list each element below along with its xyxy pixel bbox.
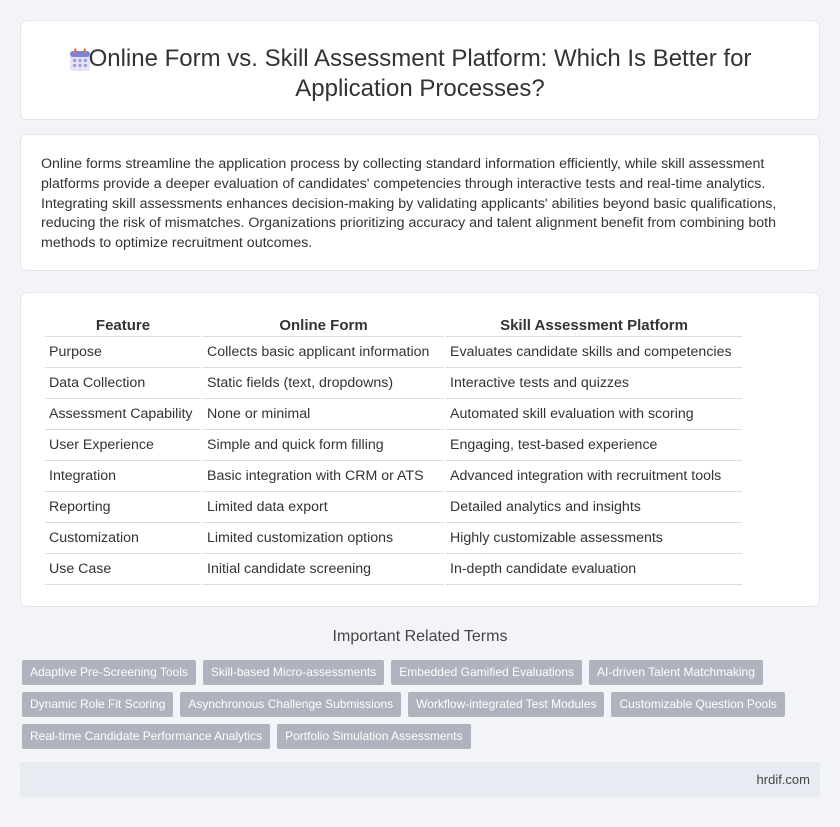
comparison-card — [20, 292, 820, 607]
tag-question-pools[interactable]: Customizable Question Pools — [611, 692, 784, 717]
table-cell: In-depth candidate evaluation — [446, 554, 742, 585]
tag-async-challenge[interactable]: Asynchronous Challenge Submissions — [180, 692, 401, 717]
tag-ai-talent-matchmaking[interactable]: AI-driven Talent Matchmaking — [589, 660, 763, 685]
table-row — [45, 430, 742, 461]
table-cell: Interactive tests and quizzes — [446, 368, 742, 399]
table-cell: Limited customization options — [203, 523, 444, 554]
table-cell: Engaging, test-based experience — [446, 430, 742, 461]
related-terms-title: Important Related Terms — [332, 628, 508, 645]
table-cell: Evaluates candidate skills and competencies — [446, 337, 742, 368]
header-feature: Feature — [45, 315, 201, 337]
tag-dynamic-role-fit[interactable]: Dynamic Role Fit Scoring — [22, 692, 173, 717]
table-cell: Simple and quick form filling — [203, 430, 444, 461]
header-online-form: Online Form — [203, 315, 444, 337]
table-row — [45, 523, 742, 554]
table-row — [45, 399, 742, 430]
tag-row — [22, 724, 812, 749]
table-row — [45, 368, 742, 399]
tag-row — [22, 692, 812, 717]
tag-portfolio-simulation[interactable]: Portfolio Simulation Assessments — [277, 724, 470, 749]
table-cell: User Experience — [45, 430, 201, 461]
tag-workflow-test-modules[interactable]: Workflow-integrated Test Modules — [408, 692, 604, 717]
table-cell: Automated skill evaluation with scoring — [446, 399, 742, 430]
table-cell: Integration — [45, 461, 201, 492]
table-cell: Reporting — [45, 492, 201, 523]
table-cell: Static fields (text, dropdowns) — [203, 368, 444, 399]
table-cell: Use Case — [45, 554, 201, 585]
footer-site-link[interactable]: hrdif.com — [756, 772, 810, 787]
related-terms-list — [22, 660, 812, 756]
table-header-row — [45, 315, 742, 337]
table-cell: Collects basic applicant information — [203, 337, 444, 368]
tag-performance-analytics[interactable]: Real-time Candidate Performance Analytics — [22, 724, 270, 749]
title-card — [20, 20, 820, 120]
table-cell: Basic integration with CRM or ATS — [203, 461, 444, 492]
footer — [20, 762, 820, 797]
table-cell: Assessment Capability — [45, 399, 201, 430]
page-title — [21, 44, 819, 104]
table-row — [45, 554, 742, 585]
page-title-line-1: Online Form vs. Skill Assessment Platform: Which Is Better for — [88, 45, 752, 72]
table-row — [45, 337, 742, 368]
table-row — [45, 492, 742, 523]
table-cell: Detailed analytics and insights — [446, 492, 742, 523]
header-skill-platform: Skill Assessment Platform — [446, 315, 742, 337]
tag-embedded-gamified[interactable]: Embedded Gamified Evaluations — [391, 660, 582, 685]
tag-row — [22, 660, 812, 685]
table-cell: Initial candidate screening — [203, 554, 444, 585]
table-cell: Advanced integration with recruitment tools — [446, 461, 742, 492]
table-cell: Data Collection — [45, 368, 201, 399]
intro-card — [20, 134, 820, 271]
table-cell: Highly customizable assessments — [446, 523, 742, 554]
tag-adaptive-pre-screening[interactable]: Adaptive Pre-Screening Tools — [22, 660, 196, 685]
comparison-table — [43, 315, 744, 585]
table-cell: Customization — [45, 523, 201, 554]
table-cell: Purpose — [45, 337, 201, 368]
tag-skill-micro-assessments[interactable]: Skill-based Micro-assessments — [203, 660, 384, 685]
table-row — [45, 461, 742, 492]
table-cell: Limited data export — [203, 492, 444, 523]
intro-text: Online forms streamline the application process by collecting standard information efficiently, while skill assessment platforms provide a deeper evaluation of candidates' competencies through interactive tests and real-time analytics. Integrating skill assessments enhances decision-making by validating applicants' abilities beyond basic qualifications, reducing the risk of mismatches. Organizations prioritizing accuracy and talent alignment benefit from combining both methods to optimize recruitment outcomes. — [41, 156, 777, 252]
page-title-line-2: Application Processes? — [295, 75, 545, 102]
table-cell: None or minimal — [203, 399, 444, 430]
